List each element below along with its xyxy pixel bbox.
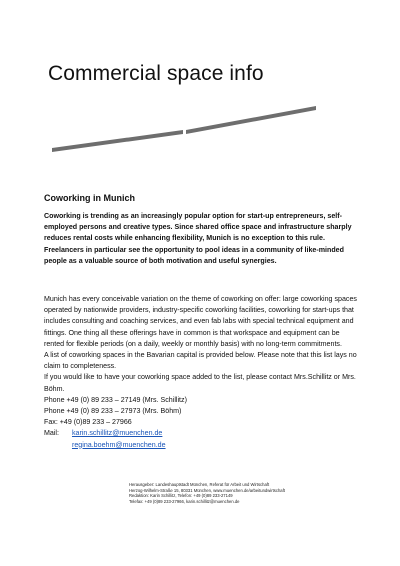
email-link-boehm[interactable]: regina.boehm@muenchen.de [71,440,166,449]
footer-line-3: Redaktion: Karin Schillitz, Telefon: +49 (0)89 233-27149 [129,493,233,499]
phone-line-2: Phone +49 (0) 89 233 – 27973 (Mrs. Böhm) [44,407,182,416]
section-heading: Coworking in Munich [44,193,135,203]
phone-line-1: Phone +49 (0) 89 233 – 27149 (Mrs. Schillitz) [44,395,187,404]
footer-line-1: Herausgeber: Landeshauptstadt München, Referat für Arbeit und Wirtschaft [129,482,270,487]
intro-paragraph: Coworking is trending as an increasingly popular option for start-up entrepreneurs, self-employed persons and creative types. Since shared office space and infrastructure sharply reduces rental costs while enhancing flexibility, Munich is no exception to this rule. Freelancers in particular see the opportunity to pool ideas in a community of like-minded people as a valuable source of both motivation and useful synergies. [44,212,352,265]
fax-line: Fax: +49 (0)89 233 – 27966 [44,418,132,427]
email-link-schillitz[interactable]: karin.schillitz@muenchen.de [71,429,163,438]
page-title: Commercial space info [48,62,264,85]
mail-line-1 [44,428,360,439]
footer-line-2: Herzog-Wilhelm-Straße 15, 80331 München, www.muenchen.de/arbeitundwirtschaft [129,487,285,493]
body-text [44,294,360,451]
mail-label: Mail: [44,429,59,438]
footer-line-4: Telefax: +49 (0)89 233-27966, karin.schillitz@muenchen.de [129,498,240,504]
stripe-segment-right [186,106,316,134]
stripe-segment-left [52,130,183,152]
body-paragraph-2: A list of coworking spaces in the Bavarian capital is provided below. Please note that this list lays no claim to completeness. [44,351,357,371]
body-paragraph-3: If you would like to have your coworking space added to the list, please contact Mrs.Schillitz or Mrs. Böhm. [44,373,356,393]
imprint-footer [129,482,359,504]
body-paragraph-1: Munich has every conceivable variation on the theme of coworking on offer: large coworking spaces operated by nationwide providers, industry-specific coworking facilities, coworking for start-ups that includes consulting and coaching services, and even fab labs with special technical equipment and fittings. One thing all these offerings have in common is that workspace and equipment can be rented for flexible periods (on a daily, weekly or monthly basis) with no long-term commitments. [44,295,357,348]
mail-line-2 [44,440,360,451]
